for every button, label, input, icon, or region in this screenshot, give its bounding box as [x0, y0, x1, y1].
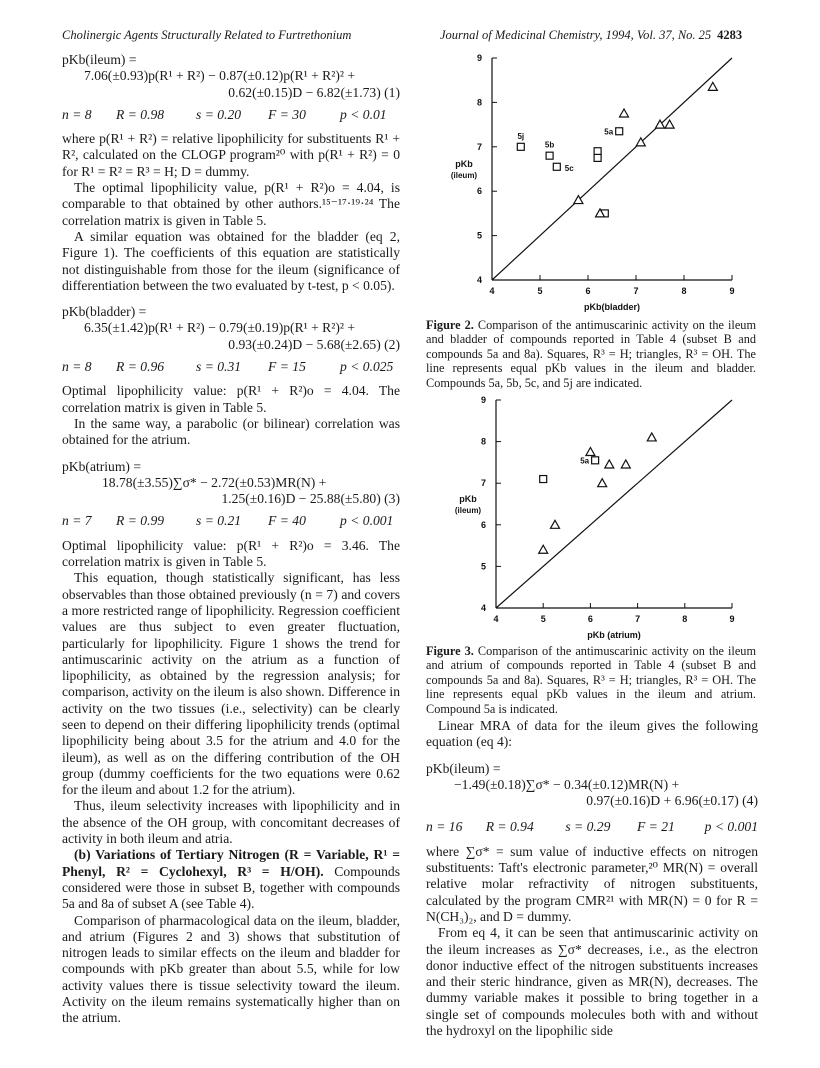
stat-s: s = 0.21 — [196, 513, 242, 529]
paragraph — [62, 847, 400, 912]
square-point — [517, 143, 524, 150]
equation-4-line-1: pKb(ileum) = — [426, 760, 501, 776]
paragraph: This equation, though statistically significant, has less observables than those obtained previously (n = 7) and covers a more restricted range of lipophilicity. Regression coefficient values are thus subject to even greater fluctuation, particularly for lipophilicity. Figure 1 shows the trend for antimuscarinic activity on the atrium as a function of lipophilicity, as obtained by the regression analysis; for comparison, activity on the ileum is also shown. Difference in activity on the two tissues (i.e., selectivity) can be clearly seen to depend on their differing lipophilicity trends (optimal lipophilicity being about 3.5 for the atrium and 4.0 for the ileum), as well as on the differing contribution of the OH group (dummy coefficients for the two equations were 0.62 for the ileum and about 1.2 for the atrium). — [62, 570, 400, 798]
paragraph: Thus, ileum selectivity increases with lipophilicity and in the absence of the OH group, with concomitant decreases of activity in both ileum and atria. — [62, 798, 400, 847]
paragraph: Optimal lipophilicity value: p(R¹ + R²)o = 3.46. The correlation matrix is given in Table 5. — [62, 537, 400, 570]
equation-3-stats — [62, 513, 400, 529]
equation-4-stats — [426, 819, 758, 835]
figure-3-chart — [430, 388, 750, 643]
stat-n: n = 7 — [62, 513, 92, 529]
stat-s: s = 0.29 — [565, 819, 611, 835]
square-point — [594, 148, 601, 155]
y-axis-label-sub: (ileum) — [450, 171, 478, 180]
square-point — [592, 457, 599, 464]
x-tick-label: 4 — [493, 614, 499, 624]
equation-3-line-2: 18.78(±3.55)∑σ* − 2.72(±0.53)MR(N) + — [102, 474, 327, 490]
paragraph: where p(R¹ + R²) = relative lipophilicity for substituents R¹ + R², calculated on the CLOGP program²⁰ with p(R¹ + R²) = 0 for R¹ = R² = R³ = H; D = dummy. — [62, 131, 400, 179]
stat-f: F = 40 — [268, 513, 306, 529]
left-column — [62, 52, 400, 1027]
square-point — [540, 476, 547, 483]
y-axis-label-sub: (ileum) — [454, 506, 482, 515]
paragraph: From eq 4, it can be seen that antimuscarinic activity on the ileum increases as ∑σ* decreases, i.e., as the electron donor inductive effect of the nitrogen substituents increases and their steric hindrance, given as MR(N), decreases. The dummy variable makes it possible to bring together in a single set of compounds molecules both with and without the hydroxyl on the lipophilic side — [426, 925, 758, 1039]
y-tick-label: 9 — [476, 53, 482, 63]
equation-2-line-3: 0.93(±0.24)D − 5.68(±2.65) (2) — [228, 336, 400, 352]
triangle-point — [605, 460, 614, 468]
equation-1-stats — [62, 107, 400, 123]
square-point — [546, 152, 553, 159]
section-heading: (b) Variations of Tertiary Nitrogen (R = Variable, R¹ = Phenyl, R² = Cyclohexyl, R³ = H/OH). — [62, 847, 400, 879]
x-tick-label: 5 — [537, 286, 543, 296]
x-tick-label: 7 — [635, 614, 641, 624]
stat-n: n = 8 — [62, 106, 92, 122]
figure-2-caption — [426, 318, 756, 390]
y-axis-label: pKb — [455, 159, 473, 169]
y-tick-label: 5 — [476, 230, 482, 241]
stat-f: F = 15 — [268, 359, 306, 375]
equation-1-line-3: 0.62(±0.15)D − 6.82(±1.73) (1) — [228, 84, 400, 100]
x-tick-label: 8 — [682, 614, 688, 624]
x-tick-label: 7 — [633, 286, 639, 296]
stat-p: p < 0.025 — [340, 359, 394, 375]
triangle-point — [598, 479, 607, 487]
figure-3-caption-text: Comparison of the antimuscarinic activity on the ileum and atrium of compounds reported in Table 4 (subset B and compounds 5a and 8a). Squares, R³ = H; triangles, R³ = OH. The line represents equal pKb values in the ileum and atrium. Compound 5a is indicated. — [426, 644, 757, 716]
stat-r: R = 0.94 — [485, 819, 534, 835]
running-header-left: Cholinergic Agents Structurally Related to Furtrethonium — [62, 28, 352, 42]
triangle-point — [586, 448, 595, 456]
equation-3-line-3: 1.25(±0.16)D − 25.88(±5.80) (3) — [221, 491, 400, 507]
paragraph: Linear MRA of data for the ileum gives the following equation (eq 4): — [426, 718, 758, 750]
y-axis-label: pKb — [459, 494, 477, 504]
stat-f: F = 30 — [268, 106, 306, 122]
point-label: 5b — [544, 140, 555, 150]
stat-r: R = 0.96 — [116, 359, 165, 375]
y-tick-label: 6 — [480, 519, 486, 530]
square-point — [616, 128, 623, 135]
page-number: 4283 — [717, 28, 743, 42]
stat-r: R = 0.98 — [116, 106, 165, 122]
y-tick-label: 4 — [476, 275, 482, 285]
paragraph: Optimal lipophilicity value: p(R¹ + R²)o = 4.04. The correlation matrix is given in Table 5. — [62, 383, 400, 415]
paragraph: where ∑σ* = sum value of inductive effects on nitrogen substituents: Taft's electronic parameter,²⁰ MR(N) = overall relative molar refractivity of nitrogen substituents, calculated by the program CMR²¹ with MR(N) = 0 for R = N(CH₃)₂, and D = dummy. — [426, 843, 758, 924]
x-axis-label: pKb(bladder) — [584, 302, 640, 312]
x-tick-label: 5 — [540, 614, 546, 624]
identity-line — [496, 400, 732, 608]
triangle-point — [647, 433, 656, 441]
x-tick-label: 6 — [585, 286, 591, 296]
paragraph: The optimal lipophilicity value, p(R¹ + R²)o = 4.04, is comparable to that obtained by other authors.¹⁵⁻¹⁷·¹⁹·²⁴ The correlation matrix is given in Table 5. — [62, 180, 400, 228]
paragraph: In the same way, a parabolic (or bilinear) correlation was obtained for the atrium. — [62, 415, 400, 448]
y-tick-label: 7 — [480, 478, 486, 489]
figure-2-caption-text: Comparison of the antimuscarinic activity on the ileum and bladder of compounds reported in Table 4 (subset B and compounds 5a and 8a). Squares, R³ = H; triangles, R³ = OH. The line represents equal pKb values in the ileum and bladder. Compounds 5a, 5b, 5c, and 5j are indicated. — [426, 318, 757, 390]
equation-4 — [426, 761, 758, 810]
triangle-point — [551, 520, 560, 528]
x-axis-label: pKb (atrium) — [587, 630, 641, 640]
equation-2-line-1: pKb(bladder) = — [62, 304, 147, 320]
x-tick-label: 4 — [489, 286, 495, 296]
y-tick-label: 8 — [480, 436, 486, 447]
figure-2-chart — [430, 48, 750, 318]
running-header-right — [440, 28, 743, 43]
stat-s: s = 0.31 — [196, 359, 242, 375]
paragraph-text: Compounds considered were those in subset B, together with compounds 5a and 8a of subset A (see Table 4). — [62, 863, 400, 912]
journal-citation: Journal of Medicinal Chemistry, 1994, Vol. 37, No. 25 — [440, 28, 712, 42]
equation-1-line-2: 7.06(±0.93)p(R¹ + R²) − 0.87(±0.12)p(R¹ + R²)² + — [84, 68, 355, 84]
equation-3 — [62, 459, 400, 508]
equation-1 — [62, 52, 400, 101]
stat-n: n = 8 — [62, 359, 92, 375]
equation-1-line-1: pKb(ileum) = — [62, 52, 137, 67]
equation-4-line-3: 0.97(±0.16)D + 6.96(±0.17) (4) — [586, 793, 758, 809]
y-tick-label: 5 — [480, 561, 486, 572]
triangle-point — [621, 460, 630, 468]
equation-4-line-2: −1.49(±0.18)∑σ* − 0.34(±0.12)MR(N) + — [454, 776, 680, 792]
stat-p: p < 0.001 — [704, 819, 758, 835]
x-tick-label: 8 — [681, 286, 687, 296]
stat-f: F = 21 — [636, 819, 675, 835]
point-label: 5a — [580, 456, 590, 466]
equation-2 — [62, 304, 400, 353]
x-tick-label: 9 — [729, 614, 735, 624]
equation-2-line-2: 6.35(±1.42)p(R¹ + R²) − 0.79(±0.19)p(R¹ + R²)² + — [84, 320, 355, 336]
triangle-point — [620, 109, 629, 117]
triangle-point — [539, 545, 548, 553]
identity-line — [492, 58, 732, 280]
y-tick-label: 7 — [476, 141, 482, 152]
square-point — [594, 154, 601, 161]
stat-s: s = 0.20 — [196, 106, 242, 122]
stat-n: n = 16 — [426, 819, 463, 835]
paragraph: A similar equation was obtained for the bladder (eq 2, Figure 1). The coefficients of this equation are statistically not distinguishable from those for the ileum (significance of differentiation between the two evaluated by t-test, p < 0.05). — [62, 228, 400, 293]
right-column — [426, 718, 758, 1039]
triangle-point — [708, 82, 717, 90]
point-label: 5a — [604, 127, 614, 137]
y-tick-label: 4 — [480, 603, 486, 613]
stat-r: R = 0.99 — [116, 513, 165, 529]
figure-2-caption-label: Figure 2. — [426, 318, 474, 332]
x-tick-label: 6 — [587, 614, 593, 624]
y-tick-label: 8 — [476, 97, 482, 108]
stat-p: p < 0.001 — [340, 513, 394, 529]
triangle-point — [665, 120, 674, 128]
y-tick-label: 6 — [476, 186, 482, 197]
figure-3-caption-label: Figure 3. — [426, 644, 474, 658]
stat-p: p < 0.01 — [340, 106, 387, 122]
equation-3-line-1: pKb(atrium) = — [62, 458, 142, 474]
paragraph: Comparison of pharmacological data on the ileum, bladder, and atrium (Figures 2 and 3) shows that substitution of nitrogen leads to similar effects on the ileum and bladder for compounds with pKb greater than about 5.5, while for low activity values there is tissue selectivity toward the ileum. Activity on the ileum remains systematically higher than on the atrium. — [62, 912, 400, 1026]
figure-3-caption — [426, 644, 756, 716]
equation-2-stats — [62, 359, 400, 375]
point-label: 5j — [517, 131, 525, 141]
point-label: 5c — [564, 163, 574, 173]
y-tick-label: 9 — [480, 395, 486, 405]
square-point — [553, 163, 560, 170]
x-tick-label: 9 — [729, 286, 735, 296]
